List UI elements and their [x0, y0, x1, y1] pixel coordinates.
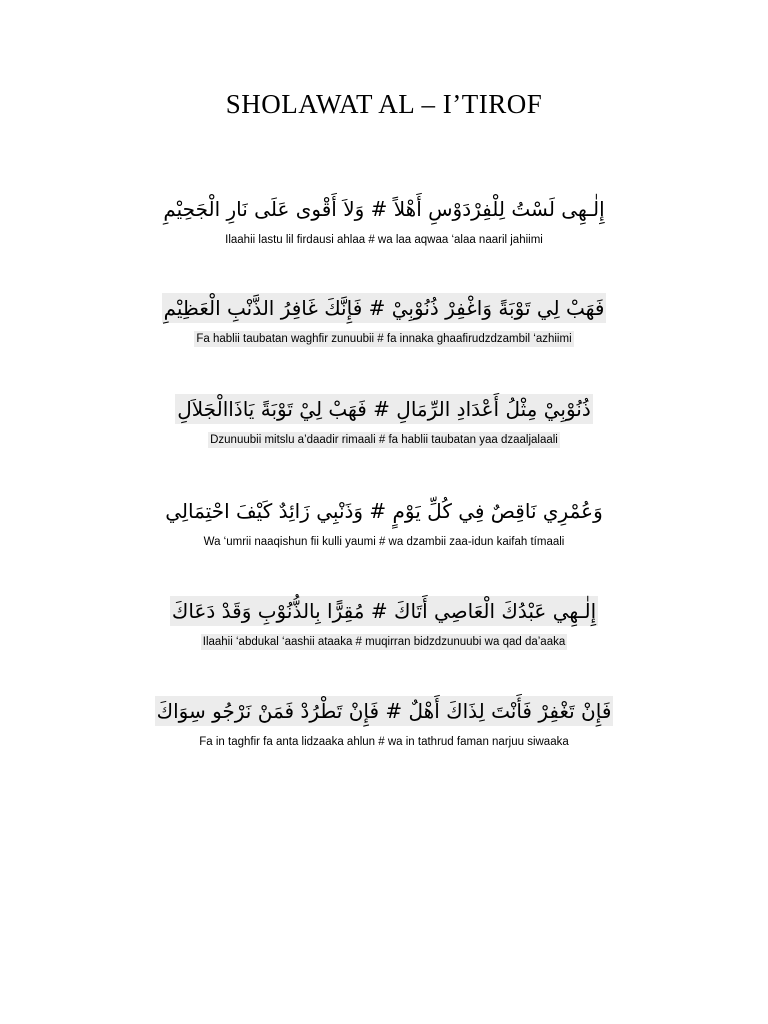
- verse-5: [0, 594, 768, 652]
- verse-3-transliteration: Dzunuubii mitslu a’daadir rimaali # fa hablii taubatan yaa dzaaljalaali: [210, 434, 558, 446]
- verse-2-arabic: فَهَبْ لِي تَوْبَةً وَاغْفِرْ ذُنُوْبِيْ # فَإِنَّكَ غَافِرُ الذَّنْبِ الْعَظِيْمِ: [162, 293, 607, 323]
- verse-5-arabic: إِلٰـهِي عَبْدُكَ الْعَاصِي أَتَاكَ # مُقِرًّا بِالذُّنُوْبِ وَقَدْ دَعَاكَ: [170, 596, 598, 626]
- verse-4-transliteration: Wa ‘umrii naaqishun fii kulli yaumi # wa dzambii zaa-idun kaifah tímaali: [203, 536, 565, 548]
- verse-4: [0, 494, 768, 552]
- verse-2: [0, 291, 768, 349]
- verse-4-arabic: وَعُمْرِي نَاقِصٌ فِي كُلِّ يَوْمٍ # وَذَنْبِي زَائِدٌ كَيْفَ احْتِمَالِي: [165, 499, 603, 523]
- page-title: SHOLAWAT AL – I’TIROF: [225, 89, 543, 119]
- verse-3-arabic: ذُنُوْبِيْ مِثْلُ أَعْدَادِ الرِّمَالِ # فَهَبْ لِيْ تَوْبَةً يَاذَاالْجَلاَلِ: [175, 394, 593, 424]
- verse-1-arabic: إِلٰـهِى لَسْتُ لِلْفِرْدَوْسِ أَهْلاً # وَلاَ أَقْوى عَلَى نَارِ الْجَحِيْمِ: [163, 197, 605, 221]
- verse-1: [0, 192, 768, 250]
- verse-1-transliteration: Ilaahii lastu lil firdausi ahlaa # wa laa aqwaa ‘alaa naaril jahiimi: [225, 234, 543, 246]
- verse-6: [0, 694, 768, 752]
- verse-2-transliteration: Fa hablii taubatan waghfir zunuubii # fa innaka ghaafirudzdzambil ‘azhiimi: [196, 333, 572, 345]
- verse-6-transliteration: Fa in taghfir fa anta lidzaaka ahlun # wa in tathrud faman narjuu siwaaka: [199, 736, 569, 748]
- verse-6-arabic: فَإِنْ تَغْفِرْ فَأَنْتَ لِذَاكَ أَهْلٌ # فَإِنْ تَطْرُدْ فَمَنْ نَرْجُو سِوَاكَ: [155, 696, 614, 726]
- verse-3: [0, 392, 768, 450]
- verse-5-transliteration: Ilaahii ‘abdukal ‘aashii ataaka # muqirran bidzdzunuubi wa qad da’aaka: [202, 636, 566, 648]
